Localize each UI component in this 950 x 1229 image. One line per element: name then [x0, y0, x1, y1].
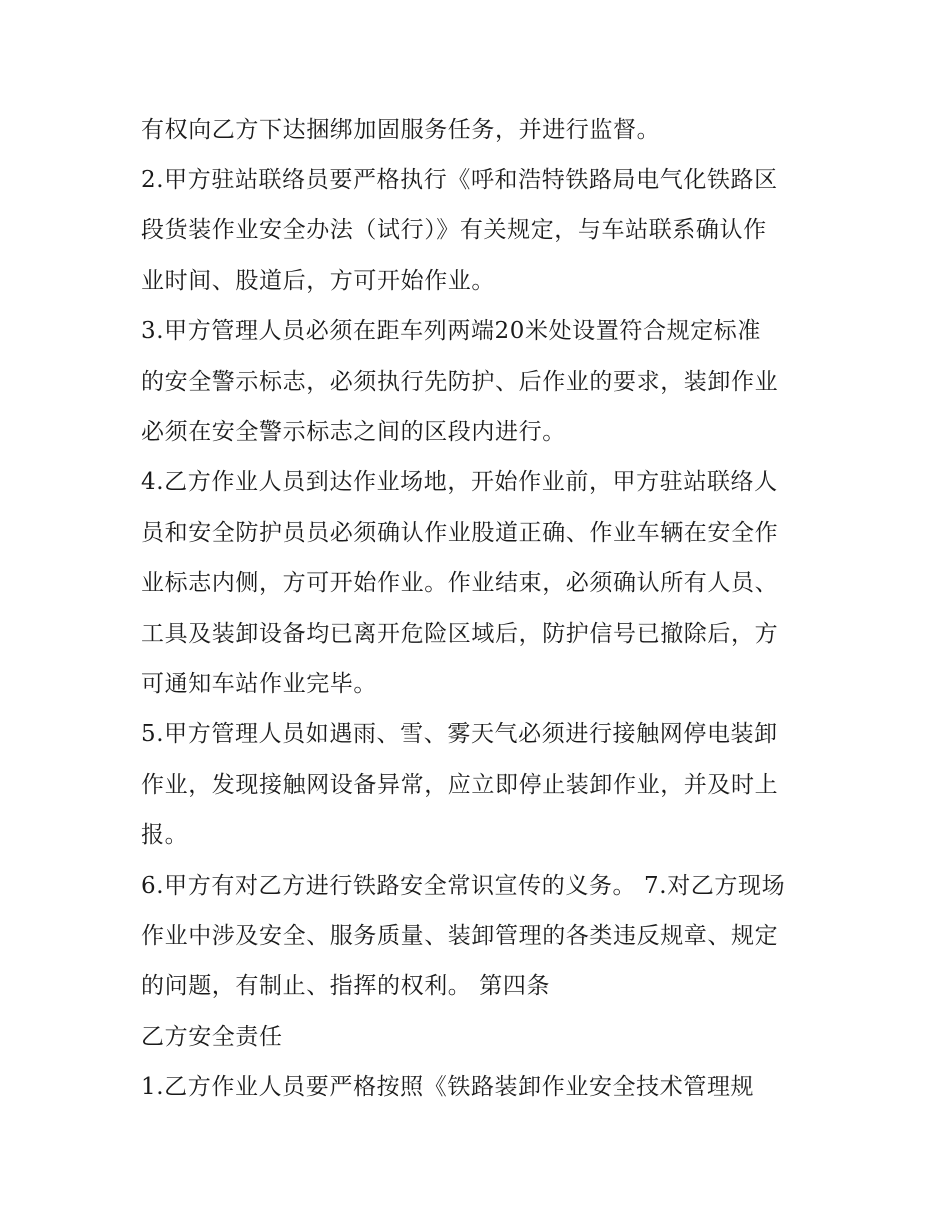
text-line: 3.甲方管理人员必须在距车列两端20米处设置符合规定标准	[141, 318, 762, 344]
text-line: 可通知车站作业完毕。	[141, 671, 377, 697]
text-line: 工具及装卸设备均已离开危险区域后，防护信号已撤除后，方	[141, 621, 779, 647]
text-line: 的安全警示标志，必须执行先防护、后作业的要求，装卸作业	[141, 369, 779, 395]
text-line: 4.乙方作业人员到达作业场地，开始作业前，甲方驻站联络人	[141, 469, 778, 495]
text-line: 段货装作业安全办法（试行）》有关规定，与车站联系确认作	[141, 217, 767, 243]
text-line: 报。	[141, 822, 189, 848]
text-line: 2.甲方驻站联络员要严格执行《呼和浩特铁路局电气化铁路区	[141, 167, 778, 193]
text-line: 6.甲方有对乙方进行铁路安全常识宣传的义务。 7.对乙方现场	[141, 873, 786, 899]
text-line: 业标志内侧，方可开始作业。作业结束，必须确认所有人员、	[141, 570, 779, 596]
text-line: 1.乙方作业人员要严格按照《铁路装卸作业安全技术管理规	[141, 1074, 755, 1100]
text-line: 作业中涉及安全、服务质量、装卸管理的各类违反规章、规定	[141, 923, 779, 949]
text-line: 业时间、股道后，方可开始作业。	[141, 268, 495, 294]
text-line: 的问题，有制止、指挥的权利。 第四条	[141, 973, 551, 999]
text-line: 有权向乙方下达捆绑加固服务任务，并进行监督。	[141, 117, 661, 143]
text-line: 员和安全防护员员必须确认作业股道正确、作业车辆在安全作	[141, 520, 779, 546]
text-line: 5.甲方管理人员如遇雨、雪、雾天气必须进行接触网停电装卸	[141, 721, 778, 747]
text-line: 乙方安全责任	[141, 1024, 283, 1050]
text-line: 必须在安全警示标志之间的区段内进行。	[141, 419, 566, 445]
text-line: 作业，发现接触网设备异常，应立即停止装卸作业，并及时上	[141, 772, 779, 798]
